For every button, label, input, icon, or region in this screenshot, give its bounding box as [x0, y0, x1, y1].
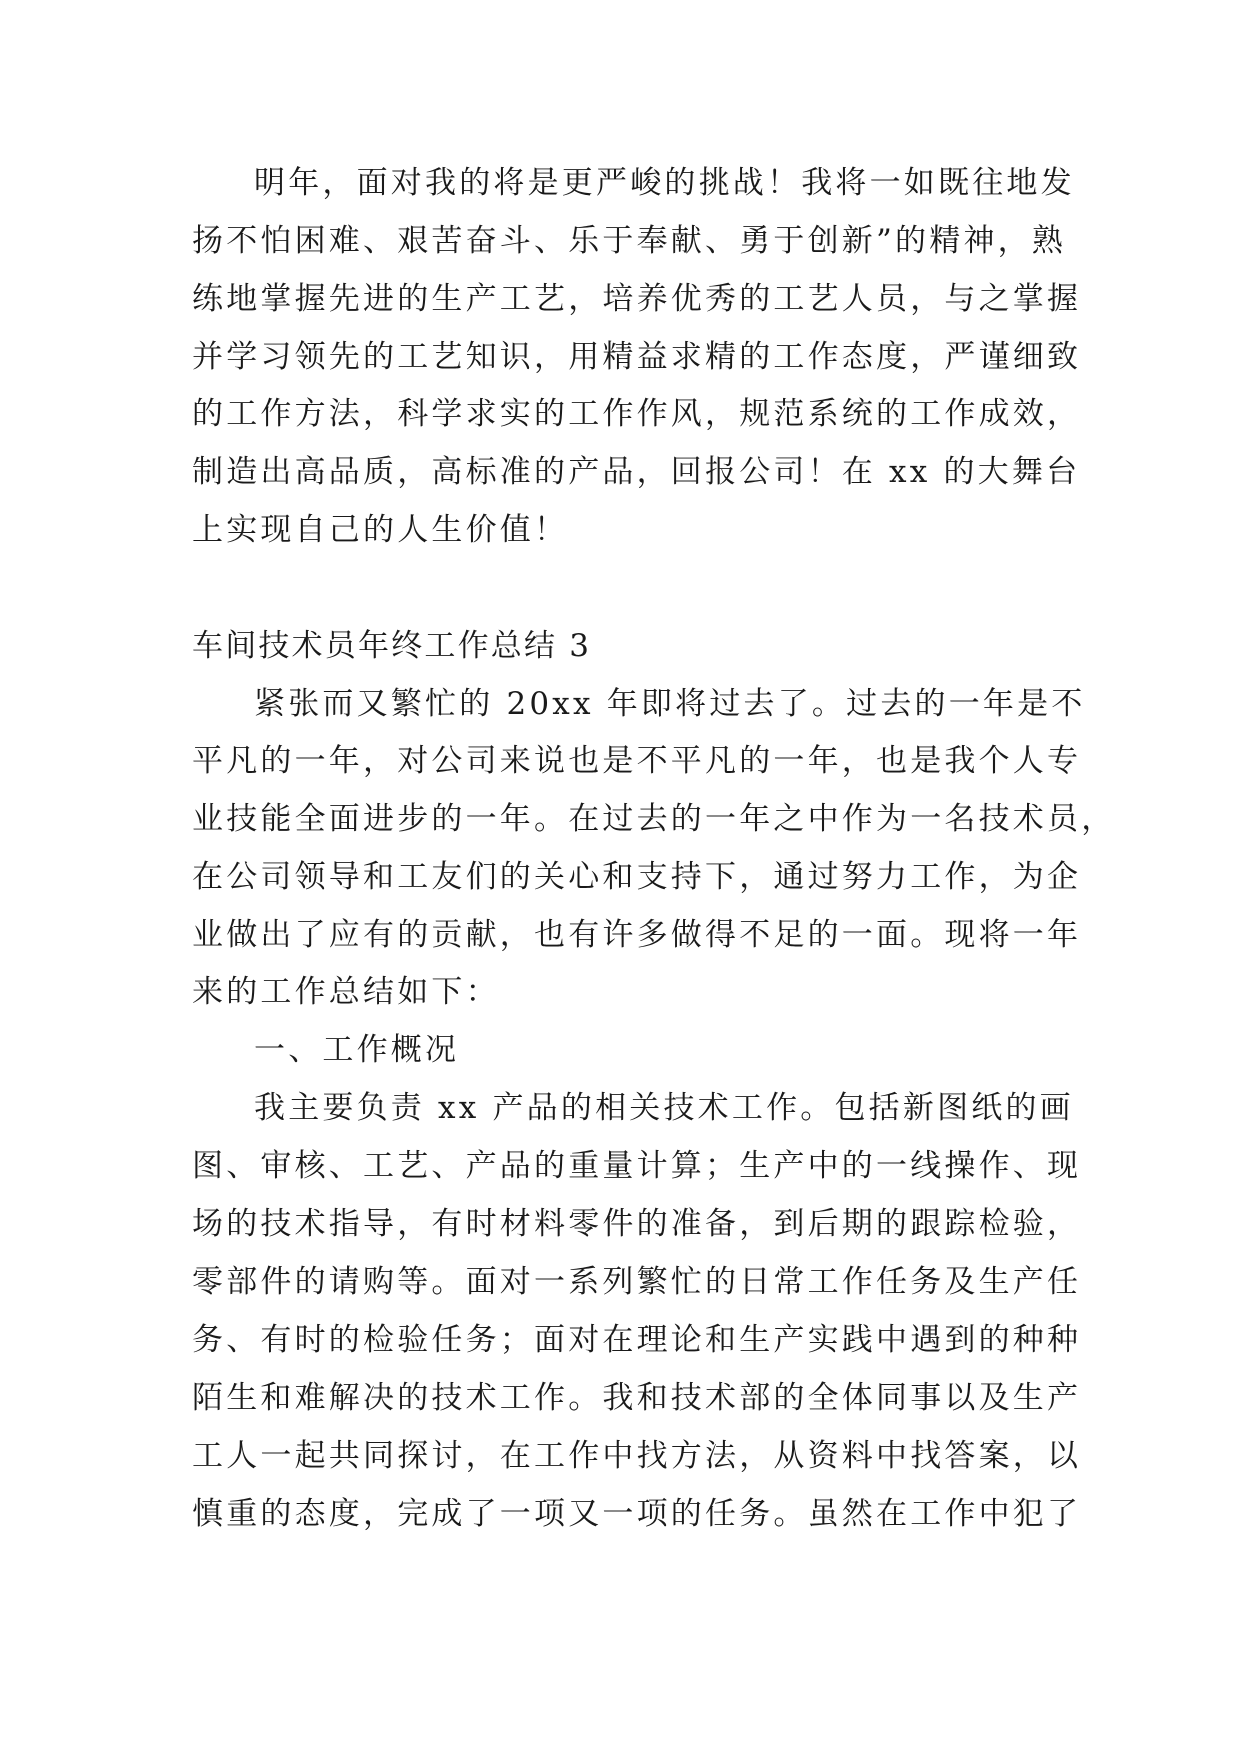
paragraph-line: 平凡的一年，对公司来说也是不平凡的一年，也是我个人专: [192, 743, 1082, 779]
paragraph-line: 扬不怕困难、艰苦奋斗、乐于奉献、勇于创新”的精神，熟: [192, 223, 1067, 259]
paragraph-line: 在公司领导和工友们的关心和支持下，通过努力工作，为企: [192, 859, 1082, 895]
paragraph-line: 场的技术指导，有时材料零件的准备，到后期的跟踪检验，: [192, 1206, 1082, 1242]
paragraph-line: 图、审核、工艺、产品的重量计算；生产中的一线操作、现: [192, 1148, 1082, 1184]
paragraph-line: 工人一起共同探讨，在工作中找方法，从资料中找答案，以: [192, 1438, 1082, 1474]
subsection-heading: 一、工作概况: [254, 1032, 460, 1068]
paragraph-line: 的工作方法，科学求实的工作作风，规范系统的工作成效，: [192, 396, 1082, 432]
paragraph-line: 明年，面对我的将是更严峻的挑战！我将一如既往地发: [254, 165, 1075, 201]
paragraph-line: 业技能全面进步的一年。在过去的一年之中作为一名技术员，: [192, 801, 1116, 837]
paragraph-line: 陌生和难解决的技术工作。我和技术部的全体同事以及生产: [192, 1380, 1082, 1416]
paragraph-line: 并学习领先的工艺知识，用精益求精的工作态度，严谨细致: [192, 339, 1082, 375]
paragraph-line: 制造出高品质，高标准的产品，回报公司！在 xx 的大舞台: [192, 454, 1081, 490]
paragraph-line: 我主要负责 xx 产品的相关技术工作。包括新图纸的画: [254, 1090, 1074, 1126]
paragraph-line: 上实现自己的人生价值！: [192, 512, 569, 548]
paragraph-line: 零部件的请购等。面对一系列繁忙的日常工作任务及生产任: [192, 1264, 1082, 1300]
section-heading: 车间技术员年终工作总结 3: [192, 628, 592, 664]
paragraph-line: 慎重的态度，完成了一项又一项的任务。虽然在工作中犯了: [192, 1496, 1082, 1532]
paragraph-line: 来的工作总结如下：: [192, 974, 500, 1010]
paragraph-line: 紧张而又繁忙的 20xx 年即将过去了。过去的一年是不: [254, 686, 1086, 722]
paragraph-line: 务、有时的检验任务；面对在理论和生产实践中遇到的种种: [192, 1322, 1082, 1358]
paragraph-line: 练地掌握先进的生产工艺，培养优秀的工艺人员，与之掌握: [192, 281, 1082, 317]
paragraph-line: 业做出了应有的贡献，也有许多做得不足的一面。现将一年: [192, 917, 1082, 953]
